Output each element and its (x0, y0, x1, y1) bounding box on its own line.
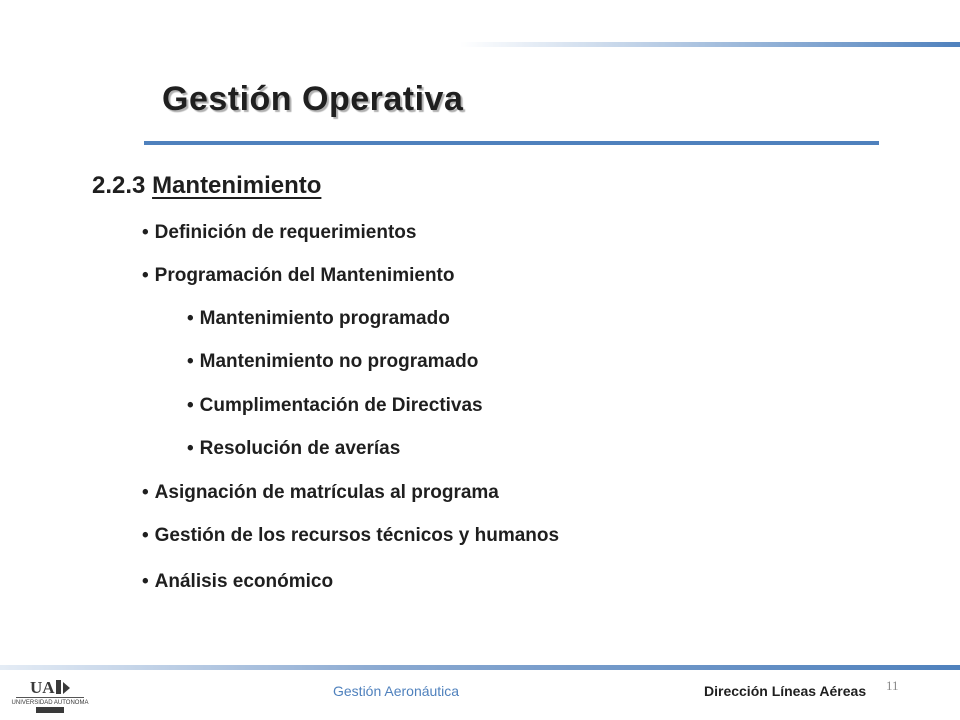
footer-department: Dirección Líneas Aéreas (704, 683, 867, 699)
bullet-item: • Gestión de los recursos técnicos y humanos (142, 525, 560, 546)
top-accent-rule (460, 42, 960, 47)
page-number: 11 (886, 678, 899, 693)
section-name: Mantenimiento (152, 172, 322, 199)
sub-bullet-item: • Mantenimiento no programado (187, 351, 479, 372)
section-number: 2.2.3 (92, 172, 146, 199)
sub-bullet-item: • Cumplimentación de Directivas (187, 395, 483, 416)
bullet-item: • Definición de requerimientos (142, 222, 417, 243)
footer-accent-rule (0, 665, 960, 670)
bullet-item: • Programación del Mantenimiento (142, 265, 455, 286)
sub-bullet-item: • Resolución de averías (187, 438, 401, 459)
section-heading (92, 172, 321, 200)
bullet-item: • Asignación de matrículas al programa (142, 482, 499, 503)
bullet-item: • Análisis económico (142, 571, 334, 592)
slide-title: Gestión Operativa (162, 80, 464, 118)
sub-bullet-item: • Mantenimiento programado (187, 308, 450, 329)
title-underline-rule (144, 141, 879, 145)
svg-text:UNIVERSIDAD AUTONOMA: UNIVERSIDAD AUTONOMA (11, 700, 89, 706)
university-logo (8, 676, 92, 716)
svg-text:UA: UA (30, 678, 55, 697)
footer-course-name: Gestión Aeronáutica (333, 683, 460, 699)
